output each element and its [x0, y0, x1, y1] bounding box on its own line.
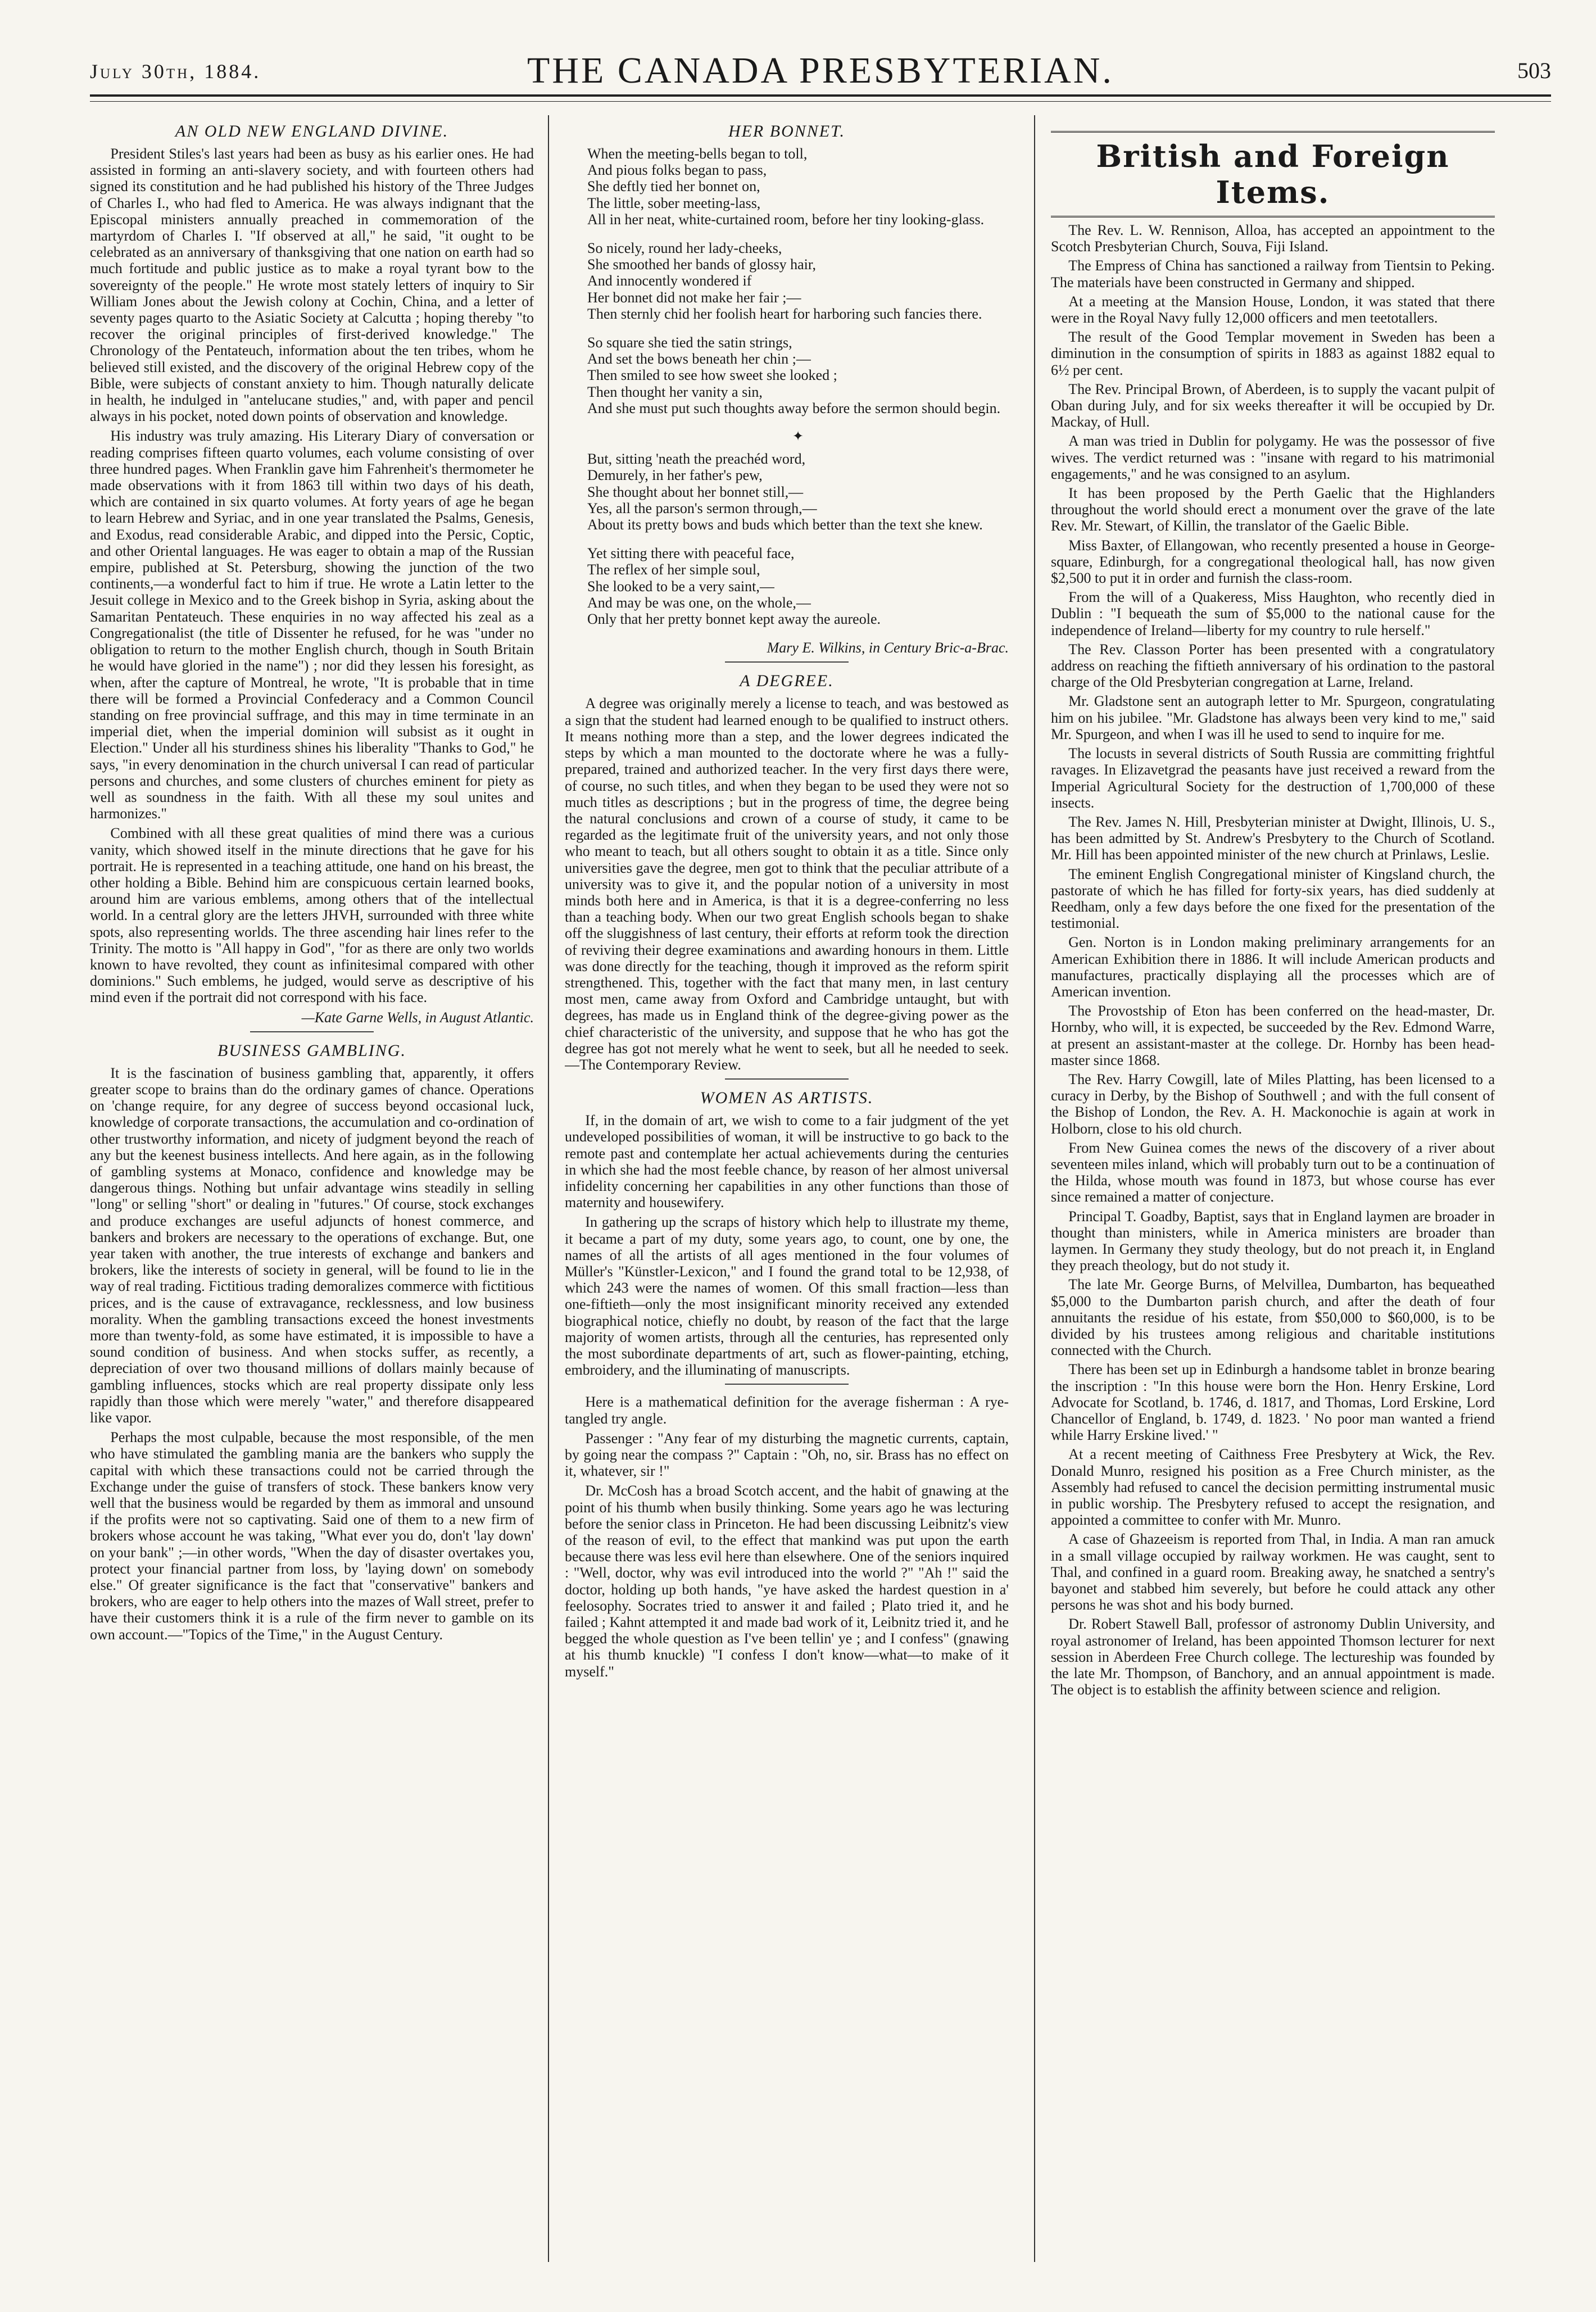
news-item: The Rev. L. W. Rennison, Alloa, has accepted an appointment to the Scotch Presbyterian Church, Souva, Fiji Island.	[1051, 222, 1495, 255]
news-item: A man was tried in Dublin for polygamy. He was the possessor of five wives. The verdict returned was : "insane with regard to his matrimonial engagements," and he was consigned to an asylum.	[1051, 433, 1495, 482]
news-item: The Rev. Harry Cowgill, late of Miles Platting, has been licensed to a curacy in Derby, by the Bishop of Southwell ; and with the full consent of the Bishop of London, the Rev. A. H. Mackonochie is again at work in Holborn, close to his old church.	[1051, 1071, 1495, 1137]
news-item: The Rev. James N. Hill, Presbyterian minister at Dwight, Illinois, U. S., has been admitted by St. Andrew's Presbytery to the Church of Scotland. Mr. Hill has been appointed minister of the new church at Prinlaws, Leslie.	[1051, 813, 1495, 863]
poem-line: And she must put such thoughts away before the sermon should begin.	[587, 400, 1001, 416]
poem-line: About its pretty bows and buds which better than the text she knew.	[587, 516, 983, 533]
column-divider-1	[548, 115, 549, 2262]
poem-stanza	[587, 451, 1009, 533]
article-paragraph: Perhaps the most culpable, because the most responsible, of the men who have stimulated the gambling mania are the bankers who supply the capital with which these transactions could not be carried through the Exchange under the guise of transfers of stock. These bankers know very well that the business would be regarded by them as immoral and unsound if the profits were not so captivating. Said one of them to a new firm of brokers whose account he was taking, "What ever you do, don't 'lay down' on your bank" ;—in other words, "When the day of disaster overtakes you, protect your financial partner from loss, by 'laying down' on somebody else." Of greater significance is the fact that "conservative" bankers and brokers, who are eager to help others into the mazes of Wall street, prefer to have their customers think it is a rule of the firm never to gamble on its own account.—"Topics of the Time," in the August Century.	[90, 1429, 534, 1643]
misc-paragraph: Here is a mathematical definition for the average fisherman : A rye-tangled try angle.	[565, 1394, 1009, 1427]
poem-line: She smoothed her bands of glossy hair,	[587, 256, 816, 273]
poem-line: But, sitting 'neath the preachéd word,	[587, 451, 806, 468]
page-header	[90, 49, 1551, 94]
poem-line: Then thought her vanity a sin,	[587, 383, 763, 400]
poem-line: She deftly tied her bonnet on,	[587, 178, 760, 195]
news-item: The eminent English Congregational minister of Kingsland church, the pastorate of which he has filled for forty-six years, has died suddenly at Reedham, only a few days before the one fixed for the presentation of the testimonial.	[1051, 865, 1495, 932]
column-3	[1051, 115, 1495, 2262]
news-item: Mr. Gladstone sent an autograph letter to Mr. Spurgeon, congratulating him on his jubilee. "Mr. Gladstone has always been very kind to me," said Mr. Spurgeon, and when I was ill he used to send to inquire for me.	[1051, 693, 1495, 742]
news-item: From New Guinea comes the news of the discovery of a river about seventeen miles inland, which will probably turn out to be a continuation of the Hilda, whose mouth was found in 1873, but whose course has ever since remained a matter of conjecture.	[1051, 1139, 1495, 1205]
poem-line: All in her neat, white-curtained room, before her tiny looking-glass.	[587, 211, 985, 228]
ornament-star-icon: ✦	[792, 429, 804, 445]
poem-line: Then smiled to see how sweet she looked ;	[587, 367, 837, 384]
poem-line: She thought about her bonnet still,—	[587, 483, 804, 500]
poem-line: And may be was one, on the whole,—	[587, 594, 811, 611]
news-item: There has been set up in Edinburgh a handsome tablet in bronze bearing the inscription : "In this house were born the Hon. Henry Erskine, Lord Advocate for Scotland, b. 1746, d. 1817, and Thomas, Lord Erskine, Lord Chancellor of England, b. 1749, d. 1823. ' No poor man wanted a friend while Harry Erskine lived.' "	[1051, 1361, 1495, 1444]
column-divider-2	[1034, 115, 1035, 2262]
poem-line: When the meeting-bells began to toll,	[587, 146, 808, 162]
poem-her-bonnet	[587, 146, 1009, 627]
section-separator	[250, 1031, 374, 1032]
news-item: It has been proposed by the Perth Gaelic that the Highlanders throughout the world should erect a monument over the grave of the late Rev. Mr. Stewart, of Killin, the translator of the Gaelic Bible.	[1051, 485, 1495, 534]
article-paragraph: It is the fascination of business gambling that, apparently, it offers greater scope to brains than do the ordinary games of chance. Operations on 'change require, for any degree of success beyond occasional luck, knowledge of corporate transactions, the accumulation and co-ordination of other trustworthy information, and nicety of judgment beyond the reach of any but the keenest business intellects. And here again, as in the following of gambling systems at Monaco, confidence and knowledge may be dangerous things. Nothing but unfair advantage wins steadily in selling "long" or selling "short" or dealing in "futures." Of course, stock exchanges and produce exchanges are useful adjuncts of honest commerce, and bankers and brokers are necessary to the operations of exchange. But, one year taken with another, the true interests of exchange and bankers and brokers, like the interests of society in general, will be found to lie in the way of real trading. Fictitious trading demoralizes commerce with fictitious prices, and is the cause of extravagance, recklessness, and low business morality. When the gambling transactions exceed the honest investments more than twenty-fold, as some have estimated, it is impossible to have a sound condition of business. And when stocks suffer, as recently, a depreciation of over two thousand millions of dollars mainly because of gambling influences, stocks which are real property dissipate only less rapidly than those which were merely "water," and therefore disappeared like vapor.	[90, 1064, 534, 1426]
misc-paragraph: Dr. McCosh has a broad Scotch accent, and the habit of gnawing at the point of his thumb when busily thinking. Some years ago he was lecturing before the senior class in Princeton. He had been discussing Leibnitz's view of the reason of evil, to the effect that mankind was put upon the earth because there was less evil here than elsewhere. One of the seniors inquired : "Well, doctor, why was evil introduced into the world ?" "Ah !" said the doctor, holding up both hands, "ye have asked the hardest question in a' feelosophy. Socrates tried to answer it and failed ; Plato tried it, and he failed ; Kahnt attempted it and made bad work of it, Leibnitz tried it, and he begged the whole question as I've been tellin' ye ; and I confess" (gnawing at his thumb knuckle) "I confess I don't know—what—to make of it myself."	[565, 1483, 1009, 1680]
article-paragraph: Combined with all these great qualities of mind there was a curious vanity, which showed itself in the minute directions that he gave for his portrait. He is represented in a teaching attitude, one hand on his breast, the other holding a Bible. Behind him are conspicuous certain learned books, around him are various emblems, among others that of the intellectual world. In a central glory are the letters JHVH, surrounded with three white spots, also representing worlds. The three ascending hair lines refer to the Trinity. The motto is "All happy in God", "for as there are only two worlds known to have revolted, they count as infinitesimal compared with other dominions." Such emblems, he judged, would serve as descriptive of his mind even if the portrait did not correspond with his face.	[90, 825, 534, 1006]
poem-line: She looked to be a very saint,—	[587, 578, 774, 595]
news-item: Gen. Norton is in London making preliminary arrangements for an American Exhibition there in 1886. It will include American products and manufactures, practically displaying all the processes which are of American invention.	[1051, 934, 1495, 1000]
header-rule-thick	[90, 94, 1551, 97]
news-item: The result of the Good Templar movement in Sweden has been a diminution in the consumption of spirits in 1883 as against 1882 equal to 6½ per cent.	[1051, 329, 1495, 378]
poem-stanza	[587, 334, 1009, 416]
poem-line: So square she tied the satin strings,	[587, 334, 792, 351]
news-item: The locusts in several districts of South Russia are committing frightful ravages. In Elizavetgrad the peasants have just received a reward from the Imperial Agricultural Society for the destruction of 1,700,000 of these insects.	[1051, 745, 1495, 811]
article-paragraph: In gathering up the scraps of history which help to illustrate my theme, it became a part of my duty, some years ago, to count, one by one, the names of all the artists of all ages mentioned in the four volumes of Müller's "Künstler-Lexicon," and I found the grand total to be 12,938, of which 243 were the names of women. Of this small fraction—less than one-fiftieth—only the most insignificant minority received any extended biographical notice, chiefly no doubt, by reason of the fact that the large majority of women artists, through all the centuries, has represented only the most subordinate departments of art, such as flower-painting, etching, embroidery, and the illuminating of manuscripts.	[565, 1214, 1009, 1379]
article-paragraph: If, in the domain of art, we wish to come to a fair judgment of the yet undeveloped possibilities of woman, it will be instructive to go back to the remote past and contemplate her actual achievements during the centuries in which she had the most feeble chance, by reason of her almost universal infidelity concerning her capabilities in any other functions than those of maternity and housewifery.	[565, 1112, 1009, 1211]
article-paragraph: A degree was originally merely a license to teach, and was bestowed as a sign that the student had learned enough to be qualified to instruct others. It means nothing more than a step, and the lower degrees indicated the steps by which a man mounted to the doctorate where he was a fully-prepared, trained and authorized teacher. In the very first days there were, of course, no such titles, and when they began to be used they were not so much titles as descriptions ; but in the progress of time, the degree being the natural conclusions and crown of a course of study, it came to be regarded as the legitimate fruit of the university years, and not only those who meant to teach, but all others sought to obtain it as a title. Since only universities gave the degree, men got to think that the peculiar attribute of a university was to give it, and the popular notion of a university in most minds both here and in America, is that it is a degree-conferring no less than a teaching body. When our two great English schools began to shake off the sluggishness of last century, their efforts at reform took the direction of reviving their degree examinations and awarding honours in them. Little was done directly for the teaching, though it improved as the reform spirit strengthened. This, together with the fact that many men, in last century most men, came away from Oxford and Cambridge untaught, but with degrees, has made us in England think of the degree-giving power as the chief characteristic of the university, and suppose that he who has got the degree has got not merely what he went to seek, but all he needed to seek.—The Contemporary Review.	[565, 695, 1009, 1073]
news-item: The Rev. Classon Porter has been presented with a congratulatory address on reaching the fiftieth anniversary of his ordination to the pastoral charge of the Old Presbyterian congregation at Larne, Ireland.	[1051, 641, 1495, 691]
poem-title-her-bonnet: HER BONNET.	[728, 122, 846, 140]
poem-line: The little, sober meeting-lass,	[587, 194, 761, 211]
news-item: The Empress of China has sanctioned a railway from Tientsin to Peking. The materials have been constructed in Germany and shipped.	[1051, 257, 1495, 291]
poem-line: So nicely, round her lady-cheeks,	[587, 240, 782, 257]
news-item: At a recent meeting of Caithness Free Presbytery at Wick, the Rev. Donald Munro, resigned his position as a Free Church minister, as the Assembly had refused to cancel the decision permitting instrumental music in public worship. The Presbytery refused to accept the resignation, and appointed a committee to confer with Mr. Munro.	[1051, 1446, 1495, 1529]
poem-line: And set the bows beneath her chin ;—	[587, 351, 811, 368]
poem-line: Then sternly chid her foolish heart for harboring such fancies there.	[587, 305, 982, 322]
poem-line: Yes, all the parson's sermon through,—	[587, 500, 817, 516]
poem-line: Only that her pretty bonnet kept away the aureole.	[587, 611, 881, 628]
news-item: At a meeting at the Mansion House, London, it was stated that there were in the Royal Navy fully 12,000 officers and men teetotallers.	[1051, 293, 1495, 327]
news-item: A case of Ghazeeism is reported from Thal, in India. A man ran amuck in a small village occupied by railway workmen. He was caught, sent to Thal, and confined in a guard room. Breaking away, he snatched a sentry's bayonet and stabbed him severely, but before he could attack any other persons he was shot and his body burned.	[1051, 1531, 1495, 1613]
article-title-business-gambling: BUSINESS GAMBLING.	[217, 1041, 406, 1060]
poem-line: Yet sitting there with peaceful face,	[587, 545, 795, 562]
poem-stanza	[587, 240, 1009, 322]
news-item: The late Mr. George Burns, of Melvillea, Dumbarton, has bequeathed $5,000 to the Dumbarton parish church, and after the death of four annuitants the residue of his estate, from $50,000 to $60,000, is to be divided by his trustees among religious and charitable institutions connected with the Church.	[1051, 1276, 1495, 1359]
article-title-a-degree: A DEGREE.	[740, 672, 834, 691]
header-rule-thin	[90, 101, 1551, 102]
poem-line: Demurely, in her father's pew,	[587, 467, 763, 484]
poem-stanza	[587, 146, 1009, 228]
news-item: The Rev. Principal Brown, of Aberdeen, is to supply the vacant pulpit of Oban during July, and for six weeks thereafter it will be occupied by Dr. Mackay, of Hull.	[1051, 380, 1495, 430]
section-separator	[725, 661, 849, 663]
news-item: Miss Baxter, of Ellangowan, who recently presented a house in George-square, Edinburgh, for a congregational theological hall, has now given $2,500 to put it in order and furnish the class-room.	[1051, 537, 1495, 587]
article-paragraph: President Stiles's last years had been as busy as his earlier ones. He had assisted in forming an anti-slavery society, and with fourteen others had signed its constitution and he had published his history of the Three Judges of Charles I., who had fled to America. He was always indignant that the Episcopal ministers annually preached in commemoration of the martyrdom of Charles I. "If observed at all," he said, "it ought to be celebrated as an anniversary of thanksgiving that one nation on earth had so much fortitude and public justice as to make a royal tyrant bow to the sovereignty of the people." He wrote most stately letters of inquiry to Sir William Jones about the Jewish colony at Cochin, China, and a letter of seventy pages quarto to the Asiatic Society at Calcutta ; hoping thereby "to recover the original principles of first-derived knowledge." The Chronology of the Pentateuch, information about the ten tribes, whom he believed still existed, and the discovery of the original Hebrew copy of the Bible, were subjects of constant anxiety to him. Though naturally delicate in health, he indulged in "antelucane studies," and, with paper and pencil always in his pocket, noted down points of observation and knowledge.	[90, 146, 534, 425]
article-byline: —Kate Garne Wells, in August Atlantic.	[301, 1009, 534, 1026]
masthead-title: THE CANADA PRESBYTERIAN.	[527, 50, 1114, 91]
news-item: The Provostship of Eton has been conferred on the head-master, Dr. Hornby, who will, it is expected, be succeeded by the Rev. Edmond Warre, at present an assistant-master at the college. Dr. Hornby has been head-master since 1868.	[1051, 1003, 1495, 1068]
poem-line: And innocently wondered if	[587, 273, 752, 289]
section-banner-british-foreign-items: British and Foreign Items.	[1051, 131, 1495, 217]
section-separator	[725, 1078, 849, 1080]
article-title-old-new-england-divine: AN OLD NEW ENGLAND DIVINE.	[175, 122, 449, 140]
issue-date: July 30th, 1884.	[90, 60, 261, 83]
column-2	[565, 115, 1009, 2262]
news-item: Dr. Robert Stawell Ball, professor of astronomy Dublin University, and royal astronomer of Ireland, has been appointed Thomson lecturer for next session in Aberdeen Free Church college. The lectureship was founded by the late Mr. Thompson, of Banchory, and an annual appointment is made. The object is to establish the affinity between science and religion.	[1051, 1616, 1495, 1698]
column-1	[90, 115, 534, 2262]
article-title-women-as-artists: WOMEN AS ARTISTS.	[700, 1089, 874, 1108]
page-number: 503	[1517, 58, 1551, 83]
news-item: Principal T. Goadby, Baptist, says that in England laymen are broader in thought than ministers, while in America ministers are broader than laymen. In Germany they study theology, but do not preach it, in England they preach theology, but do not study it.	[1051, 1208, 1495, 1274]
poem-line: The reflex of her simple soul,	[587, 561, 760, 578]
poem-byline: Mary E. Wilkins, in Century Bric-a-Brac.	[767, 640, 1009, 656]
article-paragraph: His industry was truly amazing. His Literary Diary of conversation or reading comprises fifteen quarto volumes, each volume consisting of over three hundred pages. When Franklin gave him Fahrenheit's thermometer he made observations with it from 1863 till within two days of his death, which are contained in six quarto volumes. At forty years of age he began to learn Hebrew and Syriac, and in one year translated the Psalms, Genesis, and Exodus, read considerable Arabic, and dipped into the Persic, Coptic, and other Oriental languages. He was eager to obtain a map of the Russian empire, published at St. Petersburg, showing the junction of the two continents,—a wonderful fact to him if true. He wrote a Latin letter to the Jesuit college in Mexico and to the Greek bishop in Syria, asking about the Samaritan Pentateuch. These enquiries in no way affected his zeal as a Congregationalist (the title of Dissenter he refused, for he was "under no obligation to return to the mother English church, though in South Britain he would have gloried in the name") ; nor did they lessen his foresight, as when, after the capture of Montreal, he wrote, "It is probable that in time there will be formed a Provincial Confederacy and a Common Council standing on free provincial suffrage, and this may in time terminate in an imperial diet, when the imperial dominion will subsist as it ought in Election." Under all his sturdiness shines his liberality "Thanks to God," he says, "in every denomination in the church universal I can read of particular persons and churches, and some clusters of churches eminent for piety as well as soundness in the faith. With all these my soul unites and harmonizes."	[90, 428, 534, 822]
poem-line: Her bonnet did not make her fair ;—	[587, 289, 801, 306]
section-separator	[725, 1384, 849, 1385]
poem-line: And pious folks began to pass,	[587, 162, 767, 179]
misc-paragraph: Passenger : "Any fear of my disturbing the magnetic currents, captain, by going near the compass ?" Captain : "Oh, no, sir. Brass has no effect on it, whatever, sir !"	[565, 1430, 1009, 1480]
poem-stanza	[587, 545, 1009, 627]
news-item: From the will of a Quakeress, Miss Haughton, who recently died in Dublin : "I bequeath the sum of $5,000 to the national cause for the independence of Ireland—liberty for my country to rule herself."	[1051, 589, 1495, 638]
